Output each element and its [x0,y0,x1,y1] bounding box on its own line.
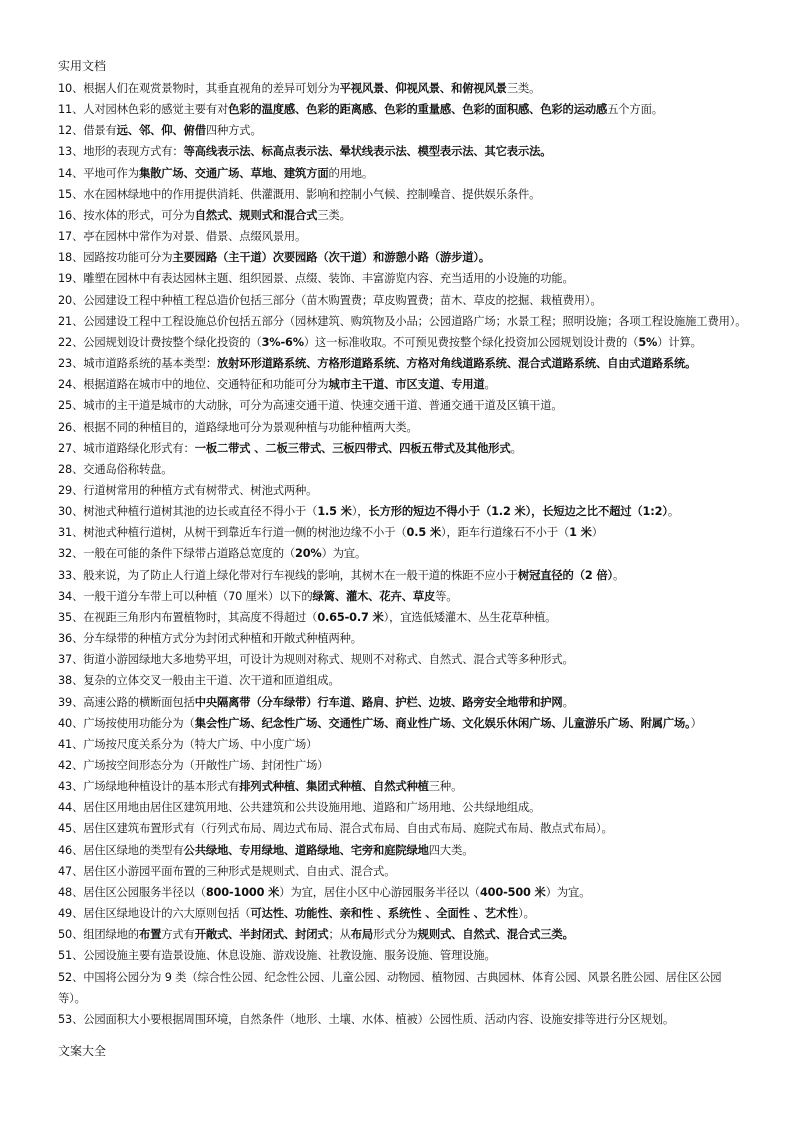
text-segment: 43、广场绿地种植设计的基本形式有 [58,780,240,794]
text-segment: 形式分为 [373,928,418,942]
text-segment: 24、根据道路在城市中的地位、交通特征和功能可分为 [58,378,329,392]
list-item [58,755,748,776]
list-item [58,522,748,543]
bold-text: 树冠直径的（2 倍） [517,568,613,582]
bold-text: 可达性、功能性、亲和性 、系统性 、全面性 、艺术性 [250,907,519,921]
text-segment: ）。 [518,907,535,921]
text-segment: 39、高速公路的横断面包括 [58,695,195,709]
text-segment: 18、园路按功能可分为 [58,251,173,265]
list-item [58,734,748,755]
list-item [58,374,748,395]
bold-text: 开敞式、半封闭式、封闭式 [194,928,329,942]
text-segment: 37、街道小游园绿地大多地势平坦，可设计为规则对称式、规则不对称式、自然式、混合式等多种形式。 [58,653,574,667]
bold-text: 放射环形道路系统、方格形道路系统、方格对角线道路系统、混合式道路系统、自由式道路系统。 [217,357,697,371]
text-segment: ）为宜。 [545,885,591,899]
list-item [58,395,748,416]
bold-text: 3%-6% [261,335,304,349]
bold-text: 规则式、自然式、混合式三类。 [417,928,574,942]
bold-text: 平视风景、仰视风景、和俯视风景 [339,82,507,95]
list-item [58,903,748,924]
text-segment: 13、地形的表现方式有： [58,145,184,159]
text-segment: 三类。 [317,208,351,222]
list-item [58,882,748,903]
bold-text: 5% [638,335,658,349]
text-segment: 方式有 [161,928,195,942]
text-segment: 23、城市道路系统的基本类型： [58,357,217,371]
bold-text: 公共绿地、专用绿地、道路绿地、宅旁和庭院绿地 [183,843,429,857]
bold-text: 布局 [350,928,374,942]
list-item [58,353,748,374]
text-segment: ）这一标准收取。不可预见费按整个绿化投资加公园规划设计费的（ [303,335,639,349]
list-item [58,607,748,628]
text-segment: 三种。 [428,780,463,794]
list-item [58,268,748,289]
list-item [58,205,748,226]
text-segment: 30、树池式种植行道树其池的边长或直径不得小于（ [58,505,318,519]
text-segment: 四大类。 [428,843,474,857]
list-item [58,99,748,120]
text-segment: 28、交通岛俗称转盘。 [58,462,173,476]
text-segment: 11、人对园林色彩的感觉主要有对 [58,103,229,117]
text-segment: 45、居住区建筑布置形式有（行列式布局、周边式布局、混合式布局、自由式布局、庭院式布局、散点式布局）。 [58,822,613,836]
list-item [58,1009,748,1030]
text-segment: ）， [351,505,369,519]
text-segment: 。 [484,378,496,392]
text-segment: 49、居住区绿地设计的六大原则包括（ [58,907,251,921]
text-segment: 22、公园规划设计费按整个绿化投资的（ [58,335,262,349]
text-segment: 48、居住区公园服务半径以（ [58,885,206,899]
text-segment: ）计算。 [657,335,702,349]
text-segment: 34、一般干道分车带上可以种植（70 厘米）以下的 [58,589,313,603]
text-segment: 五个方面。 [607,103,663,117]
page-header: 实用文档 [58,59,107,73]
list-item [58,861,748,882]
bold-text: 等高线表示法、标高点表示法、晕状线表示法、模型表示法、其它表示法。 [183,145,552,159]
list-item [58,776,748,797]
bold-text: 色彩的温度感、色彩的距离感、色彩的重量感、色彩的面积感、色彩的运动感 [228,103,608,117]
list-item [58,840,748,861]
list-item [58,924,748,945]
text-segment: 40、广场按使用功能分为（ [58,716,195,730]
text-segment: 32、一般在可能的条件下绿带占道路总宽度的（ [58,547,296,561]
bold-text: 自然式、规则式和混合式 [194,208,318,222]
bold-text: 城市主干道、市区支道、专用道 [328,378,485,392]
list-item [58,797,748,818]
text-segment: ），距车行道缘石不小于（ [441,526,570,540]
text-segment: 27、城市道路绿化形式有： [58,441,195,455]
list-item [58,459,748,480]
text-segment: 42、广场按空间形态分为（开敞性广场、封闭性广场） [58,759,329,772]
list-item [58,332,748,353]
list-item [58,480,748,501]
text-segment: 。 [562,695,574,709]
text-segment: 。 [613,568,625,582]
text-segment: 12、借景有 [58,124,117,138]
bold-text: 0.65-0.7 米 [317,610,384,624]
text-segment: ）为宜，居住小区中心游园服务半径以（ [279,885,480,899]
text-segment: 50、组团绿地的 [58,928,139,942]
list-item [58,543,748,564]
list-item [58,713,748,734]
text-segment: 33、般来说，为了防止人行道上绿化带对行车视线的影响，其树木在一般干道的株距不应小于 [58,568,518,582]
bold-text: 中央隔离带（分车绿带）行车道、路肩、护栏、边坡、路旁安全地带和护网 [194,695,563,709]
text-segment: 29、行道树常用的种植方式有树带式、树池式两种。 [58,483,318,497]
text-segment: ）为宜。 [321,547,367,561]
bold-text: 800-1000 米 [205,885,280,899]
text-segment: 15、水在园林绿地中的作用提供消耗、供灌溉用、影响和控制小气候、控制噪音、提供娱乐条件。 [58,187,541,201]
list-item [58,438,748,459]
list-item [58,818,748,839]
text-segment: 26、根据不同的种植目的，道路绿地可分为景观种植与功能种植两大类。 [58,420,418,434]
text-segment: 。 [510,441,522,455]
bold-text: 一板二带式 、二板三带式、三板四带式、四板五带式及其他形式 [194,441,511,455]
text-segment: ） [690,716,702,730]
bold-text: 1.5 米 [317,505,352,519]
text-segment: ；从 [328,928,351,942]
text-segment: 四种方式。 [205,124,262,138]
text-segment: 21、公园建设工程中工程设施总价包括五部分（园林建筑、购筑物及小品；公园道路广场；水景工程；照明设施；各项工程设施施工费用）。 [58,314,747,328]
list-item [58,311,748,332]
text-segment: 。 [667,505,679,519]
text-segment: 41、广场按尺度关系分为（特大广场、中小度广场） [58,737,318,751]
text-segment: 35、在视距三角形内布置植物时，其高度不得超过（ [58,610,318,624]
text-segment: 51、公园设施主要有造景设施、休息设施、游戏设施、社教设施、服务设施、管理设施。 [58,949,496,963]
text-segment: 46、居住区绿地的类型有 [58,843,184,857]
list-item [58,501,748,522]
text-segment: 52、中国将公园分为 9 类（综合性公园、纪念性公园、儿童公园、动物园、植物园、古典园林、体育公园、风景名胜公园、居住区公园等）。 [58,970,722,1005]
bold-text: 集会性广场、纪念性广场、交通性广场、商业性广场、文化娱乐休闲广场、儿童游乐广场、附属广场。 [194,716,691,730]
bold-text: 集散广场、交通广场、草地、建筑方面 [138,166,329,180]
list-item [58,670,748,691]
text-segment: 16、按水体的形式，可分为 [58,208,195,222]
list-item [58,163,748,184]
list-item [58,967,748,1009]
text-segment: 14、平地可作为 [58,166,139,180]
text-segment: 10、根据人们在观赏景物时，其垂直视角的差异可划分为 [58,82,340,95]
bold-text: 绿篱、灌木、花卉、草皮 [312,589,436,603]
list-item [58,226,748,247]
bold-text: 布置 [138,928,162,942]
bold-text: 远、邻、仰、俯借 [116,124,206,138]
text-segment: 53、公园面积大小要根据周围环境，自然条件（地形、土壤、水体、植被）公园性质、活动内容、设施安排等进行分区规划。 [58,1012,675,1026]
text-segment: 36、分车绿带的种植方式分为封闭式种植和开敞式种植两种。 [58,632,362,646]
text-segment: 38、复杂的立体交叉一般由主干道、次干道和匝道组成。 [58,674,340,688]
text-segment: 19、雕塑在园林中有表达园林主题、组织园景、点缀、装饰、丰富游览内容、充当适用的小设施的功能。 [58,272,574,286]
question-list [58,78,748,1030]
list-item [58,945,748,966]
bold-text: 排列式种植、集团式种植、自然式种植 [239,780,429,794]
text-segment: 三类。 [506,82,541,95]
text-segment: 25、城市的主干道是城市的大动脉，可分为高速交通干道、快速交通干道、普通交通干道及区镇干道。 [58,399,563,413]
text-segment: ） [591,526,603,540]
text-segment: 等。 [435,589,458,603]
bold-text: 长方形的短边不得小于（1.2 米），长短边之比不超过（1:2） [368,505,668,519]
bold-text: 0.5 米 [406,526,441,540]
bold-text: 400-500 米 [479,885,546,899]
list-item [58,586,748,607]
bold-text: 1 米 [569,526,592,540]
list-item [58,692,748,713]
list-item [58,120,748,141]
page-footer: 文案大全 [58,1044,107,1058]
text-segment: ），宜选低矮灌木、丛生花草种植。 [383,610,557,624]
list-item [58,184,748,205]
text-segment: 44、居住区用地由居住区建筑用地、公共建筑和公共设施用地、道路和广场用地、公共绿地组成。 [58,801,541,815]
list-item [58,649,748,670]
text-segment: 47、居住区小游园平面布置的三种形式是规则式、自由式、混合式。 [58,864,396,878]
list-item [58,78,748,99]
text-segment: 20、公园建设工程中种植工程总造价包括三部分（苗木购置费；草皮购置费；苗木、草皮的挖掘、栽植费用）。 [58,293,602,307]
list-item [58,628,748,649]
list-item [58,565,748,586]
list-item [58,417,748,438]
text-segment: 17、亭在园林中常作为对景、借景、点缀风景用。 [58,230,307,244]
bold-text: 20% [295,547,322,561]
list-item [58,290,748,311]
text-segment: 31、树池式种植行道树，从树干到靠近车行道一侧的树池边缘不小于（ [58,526,407,540]
text-segment: 的用地。 [328,166,374,180]
list-item [58,141,748,162]
bold-text: 主要园路（主干道）次要园路（次干道）和游憩小路（游步道）。 [172,251,491,265]
list-item [58,247,748,268]
